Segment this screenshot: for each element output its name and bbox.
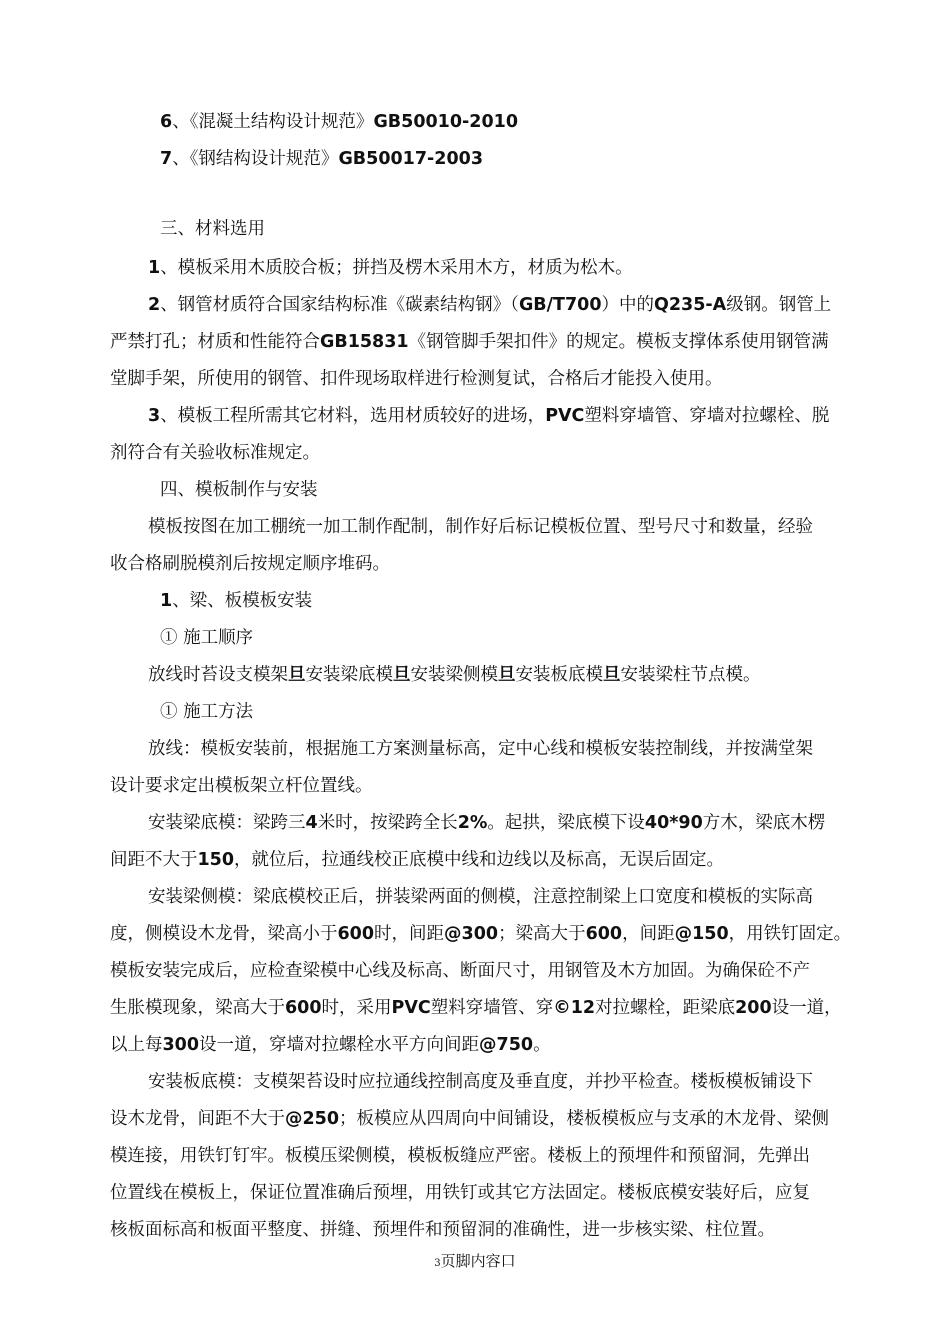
paragraph-line: 堂脚手架，所使用的钢管、扣件现场取样进行检测复试，合格后才能投入使用。	[110, 369, 723, 389]
paragraph-line: 生胀模现象，梁高大于600时，采用PVC塑料穿墙管、穿©12对拉螺栓，距梁底200设一道，	[110, 998, 842, 1018]
paragraph-line: 严禁打孔；材质和性能符合GB15831《钢管脚手架扣件》的规定。模板支撑体系使用钢管满	[110, 332, 829, 352]
arrow-icon: 旦	[498, 665, 516, 685]
paragraph-line: 位置线在模板上，保证位置准确后预埋，用铁钉或其它方法固定。楼板底模安装好后，应复	[110, 1183, 810, 1203]
paragraph-line: 以上每300设一道，穿墙对拉螺栓水平方向间距@750。	[110, 1035, 551, 1055]
paragraph-line: 模板安装完成后，应检查梁模中心线及标高、断面尺寸，用钢管及木方加固。为确保砼不产	[110, 961, 810, 981]
reference-item: 7、《钢结构设计规范》GB50017-2003	[160, 149, 483, 169]
paragraph-line: 2、钢管材质符合国家结构标准《碳素结构钢》（GB/T700）中的Q235-A级钢。钢管上	[148, 295, 832, 315]
construction-sequence: 放线时苔设支模架旦安装梁底模旦安装梁侧模旦安装板底模旦安装梁柱节点模。	[148, 665, 761, 685]
page-footer	[0, 1250, 950, 1275]
paragraph-line: 模连接，用铁钉钉牢。板模压梁侧模，模板板缝应严密。楼板上的预埋件和预留洞，先弹出	[110, 1146, 810, 1166]
paragraph-line: 剂符合有关验收标准规定。	[110, 443, 320, 463]
section-heading: 四、模板制作与安装	[160, 480, 318, 500]
arrow-icon: 旦	[603, 665, 621, 685]
paragraph-line: 模板按图在加工棚统一加工制作配制，制作好后标记模板位置、型号尺寸和数量，经验	[148, 517, 813, 537]
paragraph-line: 安装梁侧模：梁底模校正后，拼装梁两面的侧模，注意控制梁上口宽度和模板的实际高	[148, 887, 813, 907]
paragraph-line: 度，侧模设木龙骨，梁高小于600时，间距@300；梁高大于600，间距@150，用铁钉固定。	[110, 924, 852, 944]
paragraph-line: 间距不大于150，就位后，拉通线校正底模中线和边线以及标高，无误后固定。	[110, 850, 725, 870]
subsection-heading: 1、梁、板模板安装	[160, 591, 313, 611]
paragraph-line: 安装梁底模：梁跨三4米时，按梁跨全长2%。起拱，梁底模下设40*90方木，梁底木楞	[148, 813, 826, 833]
paragraph-line: 设计要求定出模板架立杆位置线。	[110, 776, 373, 796]
paragraph-line: 放线：模板安装前，根据施工方案测量标高，定中心线和模板安装控制线，并按满堂架	[148, 739, 813, 759]
paragraph-line: 收合格刷脱模剂后按规定顺序堆码。	[110, 554, 390, 574]
paragraph-line: 安装板底模：支模架苔设时应拉通线控制高度及垂直度，并抄平检查。楼板模板铺设下	[148, 1072, 813, 1092]
paragraph-line: 核板面标高和板面平整度、拼缝、预埋件和预留洞的准确性，进一步核实梁、柱位置。	[110, 1220, 775, 1240]
subsection-heading: ① 施工顺序	[160, 628, 254, 648]
page-number: 3	[434, 1258, 441, 1269]
section-heading: 三、材料选用	[160, 219, 265, 239]
arrow-icon: 旦	[393, 665, 411, 685]
arrow-icon: 旦	[288, 665, 306, 685]
paragraph-line: 设木龙骨，间距不大于@250；板模应从四周向中间铺设，楼板模板应与支承的木龙骨、梁侧	[110, 1109, 830, 1129]
paragraph-line: 1、模板采用木质胶合板；拼挡及楞木采用木方，材质为松木。	[148, 258, 633, 278]
footer-text: 页脚内容口	[440, 1252, 516, 1270]
paragraph-line: 3、模板工程所需其它材料，选用材质较好的进场，PVC塑料穿墙管、穿墙对拉螺栓、脱	[148, 406, 830, 426]
subsection-heading: ① 施工方法	[160, 702, 254, 722]
reference-item: 6、《混凝土结构设计规范》GB50010-2010	[160, 112, 518, 132]
